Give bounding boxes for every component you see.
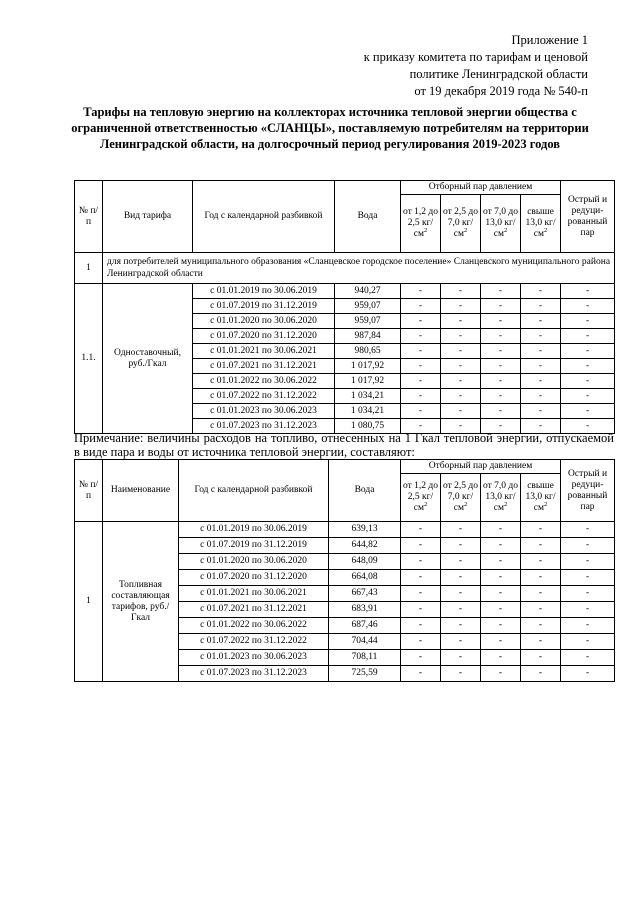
empty-value-cell: - [561,618,615,634]
water-value-cell: 708,11 [329,650,401,666]
empty-value-cell: - [561,538,615,554]
empty-value-cell: - [401,650,441,666]
empty-value-cell: - [561,419,615,434]
empty-value-cell: - [401,554,441,570]
empty-value-cell: - [441,389,481,404]
empty-value-cell: - [521,522,561,538]
empty-value-cell: - [481,538,521,554]
empty-value-cell: - [481,374,521,389]
empty-value-cell: - [481,329,521,344]
empty-value-cell: - [441,329,481,344]
empty-value-cell: - [561,634,615,650]
empty-value-cell: - [401,618,441,634]
header-pressure-4: свыше 13,0 $кг/см^2$ [521,474,561,522]
water-value-cell: 940,27 [335,284,401,299]
header-pressure-3: от 7,0 до 13,0 $кг/см^2$ [481,474,521,522]
empty-value-cell: - [441,404,481,419]
empty-value-cell: - [561,666,615,682]
empty-value-cell: - [521,634,561,650]
empty-value-cell: - [521,344,561,359]
period-cell: с 01.01.2021 по 30.06.2021 [193,344,335,359]
empty-value-cell: - [561,284,615,299]
water-value-cell: 704,44 [329,634,401,650]
empty-value-cell: - [561,374,615,389]
empty-value-cell: - [561,299,615,314]
water-value-cell: 1 017,92 [335,374,401,389]
water-value-cell: 987,84 [335,329,401,344]
empty-value-cell: - [441,374,481,389]
group-num: 1 [75,253,103,284]
water-value-cell: 639,13 [329,522,401,538]
empty-value-cell: - [441,419,481,434]
empty-value-cell: - [441,602,481,618]
water-value-cell: 959,07 [335,314,401,329]
appendix-line: Приложение 1 [511,33,588,47]
empty-value-cell: - [441,586,481,602]
period-cell: с 01.01.2022 по 30.06.2022 [193,374,335,389]
period-cell: с 01.01.2023 по 30.06.2023 [179,650,329,666]
fuel-component-table [74,459,615,682]
water-value-cell: 980,65 [335,344,401,359]
header-num: № п/п [75,181,103,253]
empty-value-cell: - [521,570,561,586]
empty-value-cell: - [401,586,441,602]
empty-value-cell: - [481,299,521,314]
empty-value-cell: - [481,666,521,682]
empty-value-cell: - [521,389,561,404]
empty-value-cell: - [401,570,441,586]
period-cell: с 01.07.2019 по 31.12.2019 [193,299,335,314]
empty-value-cell: - [561,650,615,666]
period-cell: с 01.01.2022 по 30.06.2022 [179,618,329,634]
header-num: № п/п [75,460,103,522]
empty-value-cell: - [521,314,561,329]
period-cell: с 01.07.2019 по 31.12.2019 [179,538,329,554]
empty-value-cell: - [481,404,521,419]
empty-value-cell: - [521,374,561,389]
period-cell: с 01.07.2022 по 31.12.2022 [179,634,329,650]
period-cell: с 01.01.2020 по 30.06.2020 [179,554,329,570]
empty-value-cell: - [441,359,481,374]
note-text: Примечание: величины расходов на топливо, отнесенных на 1 Гкал тепловой энергии, отпускаемой в виде пара и воды от источника тепловой энергии, составляют: [74,431,614,459]
empty-value-cell: - [481,419,521,434]
empty-value-cell: - [521,404,561,419]
empty-value-cell: - [561,344,615,359]
empty-value-cell: - [481,602,521,618]
empty-value-cell: - [521,618,561,634]
empty-value-cell: - [401,374,441,389]
period-cell: с 01.07.2021 по 31.12.2021 [179,602,329,618]
header-pressure-1: от 1,2 до 2,5 $кг/см^2$ [401,195,441,253]
water-value-cell: 644,82 [329,538,401,554]
water-value-cell: 648,09 [329,554,401,570]
empty-value-cell: - [441,314,481,329]
water-value-cell: 725,59 [329,666,401,682]
header-pressure-1: от 1,2 до 2,5 $кг/см^2$ [401,474,441,522]
period-cell: с 01.01.2019 по 30.06.2019 [193,284,335,299]
empty-value-cell: - [441,522,481,538]
empty-value-cell: - [561,602,615,618]
period-cell: с 01.07.2020 по 31.12.2020 [193,329,335,344]
empty-value-cell: - [481,389,521,404]
period-cell: с 01.07.2020 по 31.12.2020 [179,570,329,586]
header-pressure-3: от 7,0 до 13,0 $кг/см^2$ [481,195,521,253]
empty-value-cell: - [401,284,441,299]
water-value-cell: 683,91 [329,602,401,618]
empty-value-cell: - [561,329,615,344]
table-row [75,522,615,538]
empty-value-cell: - [481,618,521,634]
empty-value-cell: - [481,650,521,666]
empty-value-cell: - [401,634,441,650]
period-cell: с 01.01.2023 по 30.06.2023 [193,404,335,419]
empty-value-cell: - [481,570,521,586]
empty-value-cell: - [401,538,441,554]
empty-value-cell: - [561,522,615,538]
empty-value-cell: - [481,314,521,329]
empty-value-cell: - [401,404,441,419]
header-water: Вода [335,181,401,253]
water-value-cell: 1 034,21 [335,404,401,419]
period-cell: с 01.07.2023 по 31.12.2023 [193,419,335,434]
empty-value-cell: - [561,359,615,374]
empty-value-cell: - [521,359,561,374]
empty-value-cell: - [441,570,481,586]
document-title: Тарифы на тепловую энергию на коллекторах источника тепловой энергии общества с ограниченной ответственностью «СЛАНЦЫ», поставляемую потребителям на территории Ленинградской области, на долгосрочный период регулирования 2019-2023 годов [71,105,589,151]
water-value-cell: 664,08 [329,570,401,586]
water-value-cell: 959,07 [335,299,401,314]
empty-value-cell: - [441,538,481,554]
empty-value-cell: - [521,650,561,666]
empty-value-cell: - [521,538,561,554]
header-steam-group: Отборный пар давлением [401,181,561,195]
header-pressure-2: от 2,5 до 7,0 $кг/см^2$ [441,195,481,253]
empty-value-cell: - [521,329,561,344]
row-num: 1 [75,522,103,682]
empty-value-cell: - [401,389,441,404]
empty-value-cell: - [441,299,481,314]
water-value-cell: 667,43 [329,586,401,602]
empty-value-cell: - [401,522,441,538]
header-period: Год с календарной разбивкой [193,181,335,253]
empty-value-cell: - [481,522,521,538]
header-steam-group: Отборный пар давлением [401,460,561,474]
empty-value-cell: - [441,650,481,666]
empty-value-cell: - [401,329,441,344]
header-pressure-4: свыше 13,0 $кг/см^2$ [521,195,561,253]
table-row [75,284,615,299]
appendix-line: политике Ленинградской области [409,67,588,81]
empty-value-cell: - [521,666,561,682]
tariff-type-label: Одноставочный, руб./Гкал [103,284,193,434]
period-cell: с 01.07.2021 по 31.12.2021 [193,359,335,374]
appendix-line: от 19 декабря 2019 года № 540-п [414,84,588,98]
empty-value-cell: - [481,359,521,374]
empty-value-cell: - [401,314,441,329]
period-cell: с 01.07.2023 по 31.12.2023 [179,666,329,682]
appendix-line: к приказу комитета по тарифам и ценовой [363,50,588,64]
appendix-reference [288,32,588,100]
water-value-cell: 687,46 [329,618,401,634]
header-water: Вода [329,460,401,522]
empty-value-cell: - [441,554,481,570]
fuel-component-label: Топливная составляющая тарифов, руб./Гкал [103,522,179,682]
row-num: 1.1. [75,284,103,434]
empty-value-cell: - [401,419,441,434]
empty-value-cell: - [401,666,441,682]
water-value-cell: 1 017,92 [335,359,401,374]
period-cell: с 01.07.2022 по 31.12.2022 [193,389,335,404]
water-value-cell: 1 034,21 [335,389,401,404]
empty-value-cell: - [561,314,615,329]
header-period: Год с календарной разбивкой [179,460,329,522]
tariff-table [74,180,615,434]
empty-value-cell: - [481,554,521,570]
empty-value-cell: - [401,299,441,314]
empty-value-cell: - [401,359,441,374]
header-pressure-2: от 2,5 до 7,0 $кг/см^2$ [441,474,481,522]
empty-value-cell: - [441,634,481,650]
empty-value-cell: - [521,602,561,618]
empty-value-cell: - [441,344,481,359]
period-cell: с 01.01.2020 по 30.06.2020 [193,314,335,329]
empty-value-cell: - [481,586,521,602]
empty-value-cell: - [401,602,441,618]
empty-value-cell: - [521,299,561,314]
empty-value-cell: - [441,666,481,682]
group-description: для потребителей муниципального образования «Сланцевское городское поселение» Сланцевского муниципального района Ленинградской области [103,253,615,284]
period-cell: с 01.01.2021 по 30.06.2021 [179,586,329,602]
empty-value-cell: - [561,570,615,586]
header-sharp-steam: Острый и редуци-рованный пар [561,181,615,253]
empty-value-cell: - [561,586,615,602]
empty-value-cell: - [521,419,561,434]
empty-value-cell: - [481,634,521,650]
empty-value-cell: - [561,404,615,419]
header-tariff-type: Вид тарифа [103,181,193,253]
empty-value-cell: - [521,284,561,299]
empty-value-cell: - [481,284,521,299]
empty-value-cell: - [521,586,561,602]
header-name: Наименование [103,460,179,522]
header-sharp-steam: Острый и редуци-рованный пар [561,460,615,522]
empty-value-cell: - [401,344,441,359]
period-cell: с 01.01.2019 по 30.06.2019 [179,522,329,538]
water-value-cell: 1 080,75 [335,419,401,434]
empty-value-cell: - [561,389,615,404]
empty-value-cell: - [441,284,481,299]
empty-value-cell: - [521,554,561,570]
empty-value-cell: - [561,554,615,570]
empty-value-cell: - [481,344,521,359]
empty-value-cell: - [441,618,481,634]
